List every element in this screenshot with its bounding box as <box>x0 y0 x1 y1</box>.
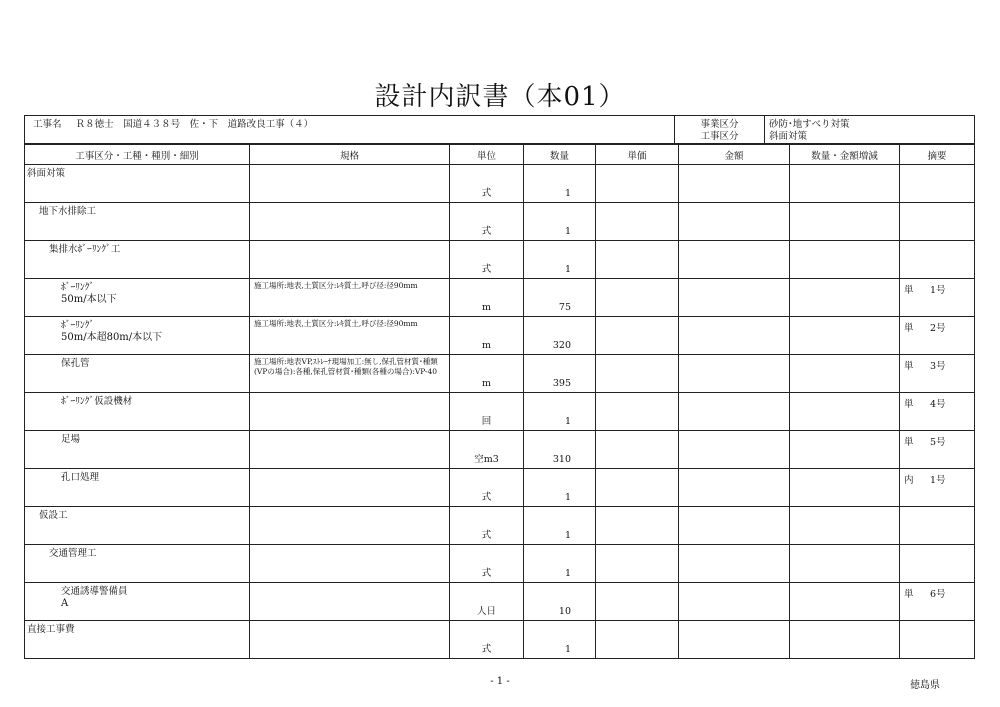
remarks-type: 単 <box>904 361 914 372</box>
unit-text: 回 <box>481 416 492 427</box>
unit-text: 式 <box>481 188 492 199</box>
column-header: 単位 <box>450 145 524 165</box>
unit-price-cell <box>596 393 679 431</box>
amount-cell <box>679 203 790 241</box>
breakdown-table <box>24 144 975 659</box>
category-label-1: 事業区分 <box>700 119 739 130</box>
quantity-cell <box>524 583 596 621</box>
remarks-cell <box>900 279 975 317</box>
spec-text <box>250 431 449 435</box>
item-name-cell <box>25 279 250 317</box>
remarks-type: 単 <box>904 589 914 600</box>
unit-text: 式 <box>481 568 492 579</box>
table-row <box>25 431 975 469</box>
amount-cell <box>679 279 790 317</box>
spec-text <box>250 507 449 511</box>
page-title: 設計内訳書（本01） <box>374 82 626 112</box>
unit-text: m <box>481 378 491 389</box>
item-name-cell <box>25 203 250 241</box>
page-number: - 1 - <box>490 676 510 687</box>
remarks-cell <box>900 203 975 241</box>
unit-price-cell <box>596 431 679 469</box>
unit-price-cell <box>596 279 679 317</box>
quantity-text: 320 <box>552 340 571 351</box>
amount-cell <box>679 469 790 507</box>
item-name-cell <box>25 431 250 469</box>
remarks-type: 単 <box>904 437 914 448</box>
unit-text: 式 <box>481 226 492 237</box>
unit-text: 式 <box>481 530 492 541</box>
unit-price-cell <box>596 355 679 393</box>
change-cell <box>790 431 900 469</box>
project-name: Ｒ８徳士 国道４３８号 佐・下 道路改良工事（４） <box>75 119 314 130</box>
spec-cell <box>250 317 450 355</box>
quantity-cell <box>524 621 596 659</box>
remarks-cell <box>900 583 975 621</box>
item-name-line: 50m/本以下 <box>61 294 117 305</box>
spec-cell <box>250 355 450 393</box>
unit-price-cell <box>596 317 679 355</box>
item-name-cell <box>25 165 250 203</box>
table-row <box>25 317 975 355</box>
item-name-line: 50m/本超80m/本以下 <box>61 332 163 343</box>
change-cell <box>790 507 900 545</box>
item-name-line: ﾎﾞｰﾘﾝｸﾞ <box>61 320 95 331</box>
spec-cell <box>250 469 450 507</box>
spec-text <box>250 165 449 169</box>
item-name-cell <box>25 241 250 279</box>
column-header: 数量 <box>524 145 596 165</box>
column-header-row <box>25 145 975 165</box>
item-name-line: A <box>61 598 69 609</box>
quantity-cell <box>524 203 596 241</box>
remarks-type: 単 <box>904 285 914 296</box>
amount-cell <box>679 583 790 621</box>
change-cell <box>790 317 900 355</box>
quantity-cell <box>524 317 596 355</box>
amount-cell <box>679 355 790 393</box>
quantity-text: 1 <box>564 568 571 579</box>
remarks-type: 内 <box>904 475 914 486</box>
item-name-cell <box>25 507 250 545</box>
quantity-cell <box>524 545 596 583</box>
change-cell <box>790 583 900 621</box>
amount-cell <box>679 507 790 545</box>
remarks-type: 単 <box>904 323 914 334</box>
table-row <box>25 355 975 393</box>
item-name-line: 交通誘導警備員 <box>61 586 128 597</box>
unit-price-cell <box>596 545 679 583</box>
amount-cell <box>679 241 790 279</box>
unit-cell <box>450 317 524 355</box>
spec-text <box>250 469 449 473</box>
unit-price-cell <box>596 203 679 241</box>
quantity-text: 310 <box>552 454 571 465</box>
unit-cell <box>450 203 524 241</box>
unit-cell <box>450 165 524 203</box>
quantity-cell <box>524 431 596 469</box>
item-name-cell <box>25 545 250 583</box>
remarks-cell <box>900 545 975 583</box>
unit-text: 式 <box>481 644 492 655</box>
change-cell <box>790 393 900 431</box>
table-row <box>25 469 975 507</box>
unit-cell <box>450 621 524 659</box>
column-header: 規格 <box>250 145 450 165</box>
unit-cell <box>450 545 524 583</box>
quantity-cell <box>524 279 596 317</box>
quantity-cell <box>524 393 596 431</box>
spec-text: 施工場所:地表,土質区分:ﾚｷ質土,呼び径:径90mm <box>254 319 418 328</box>
spec-text: 施工場所:地表,土質区分:ﾚｷ質土,呼び径:径90mm <box>254 281 418 290</box>
remarks-number: 3号 <box>930 361 946 372</box>
change-cell <box>790 279 900 317</box>
table-row <box>25 621 975 659</box>
item-name-line: 集排水ﾎﾞｰﾘﾝｸﾞ工 <box>49 244 121 255</box>
column-header: 金額 <box>679 145 790 165</box>
remarks-number: 6号 <box>930 589 946 600</box>
spec-cell <box>250 583 450 621</box>
unit-price-cell <box>596 507 679 545</box>
remarks-cell <box>900 469 975 507</box>
header-table <box>24 115 975 144</box>
quantity-text: 75 <box>558 302 571 313</box>
category-value-cell <box>765 116 975 144</box>
remarks-type: 単 <box>904 399 914 410</box>
unit-cell <box>450 469 524 507</box>
remarks-cell <box>900 241 975 279</box>
amount-cell <box>679 431 790 469</box>
quantity-text: 1 <box>564 644 571 655</box>
change-cell <box>790 355 900 393</box>
item-name-line: 直接工事費 <box>27 624 75 635</box>
unit-cell <box>450 241 524 279</box>
table-body <box>25 165 975 659</box>
quantity-cell <box>524 241 596 279</box>
organization-name: 徳島県 <box>910 680 940 691</box>
item-name-line: 保孔管 <box>61 358 90 369</box>
quantity-cell <box>524 355 596 393</box>
item-name-cell <box>25 355 250 393</box>
spec-text <box>250 241 449 245</box>
category-label-cell <box>675 116 765 144</box>
spec-cell <box>250 621 450 659</box>
item-name-line: 孔口処理 <box>61 472 100 483</box>
quantity-text: 1 <box>564 492 571 503</box>
unit-price-cell <box>596 165 679 203</box>
column-header: 数量・金額増減 <box>790 145 900 165</box>
spec-cell <box>250 203 450 241</box>
spec-text <box>250 393 449 397</box>
spec-cell <box>250 431 450 469</box>
category-label-2: 工事区分 <box>700 131 739 142</box>
project-label: 工事名 <box>33 119 62 130</box>
amount-cell <box>679 621 790 659</box>
remarks-number: 1号 <box>930 475 946 486</box>
table-row <box>25 241 975 279</box>
spec-text <box>250 621 449 625</box>
remarks-cell <box>900 621 975 659</box>
quantity-text: 395 <box>552 378 571 389</box>
remarks-cell <box>900 507 975 545</box>
project-cell <box>25 116 675 144</box>
item-name-line: 足場 <box>61 434 81 445</box>
spec-text: 施工場所:地表VP,ｽﾄﾚｰﾅ現場加工:無し,保孔管材質･種類(VPの場合):各種,保孔管材質･種類(各種の場合):VP-40 <box>254 357 438 376</box>
remarks-cell <box>900 355 975 393</box>
unit-text: m <box>481 302 491 313</box>
quantity-text: 1 <box>564 530 571 541</box>
quantity-cell <box>524 507 596 545</box>
spec-cell <box>250 545 450 583</box>
change-cell <box>790 203 900 241</box>
spec-cell <box>250 279 450 317</box>
spec-text <box>250 583 449 587</box>
unit-cell <box>450 583 524 621</box>
quantity-text: 1 <box>564 264 571 275</box>
remarks-cell <box>900 165 975 203</box>
remarks-cell <box>900 431 975 469</box>
column-header: 単価 <box>596 145 679 165</box>
quantity-text: 1 <box>564 188 571 199</box>
remarks-number: 1号 <box>930 285 946 296</box>
unit-text: 式 <box>481 492 492 503</box>
item-name-line: 仮設工 <box>39 510 68 521</box>
item-name-line: 地下水排除工 <box>39 206 97 217</box>
item-name-line: ﾎﾞｰﾘﾝｸﾞ <box>61 282 95 293</box>
unit-cell <box>450 431 524 469</box>
unit-price-cell <box>596 469 679 507</box>
unit-price-cell <box>596 583 679 621</box>
item-name-cell <box>25 469 250 507</box>
unit-cell <box>450 355 524 393</box>
column-header: 工事区分・工種・種別・細別 <box>25 145 250 165</box>
table-row <box>25 507 975 545</box>
unit-text: 空m3 <box>474 454 499 465</box>
spec-cell <box>250 241 450 279</box>
table-row <box>25 203 975 241</box>
unit-cell <box>450 507 524 545</box>
table-row <box>25 545 975 583</box>
item-name-line: ﾎﾞｰﾘﾝｸﾞ仮設機材 <box>61 396 133 407</box>
unit-cell <box>450 393 524 431</box>
item-name-cell <box>25 583 250 621</box>
item-name-cell <box>25 317 250 355</box>
item-name-cell <box>25 621 250 659</box>
category-value-2: 斜面対策 <box>769 131 808 142</box>
quantity-cell <box>524 469 596 507</box>
table-row <box>25 393 975 431</box>
remarks-number: 5号 <box>930 437 946 448</box>
spec-cell <box>250 393 450 431</box>
table-row <box>25 583 975 621</box>
item-name-line: 斜面対策 <box>27 168 66 179</box>
unit-price-cell <box>596 621 679 659</box>
change-cell <box>790 165 900 203</box>
quantity-cell <box>524 165 596 203</box>
spec-text <box>250 203 449 207</box>
spec-cell <box>250 507 450 545</box>
amount-cell <box>679 317 790 355</box>
change-cell <box>790 545 900 583</box>
amount-cell <box>679 393 790 431</box>
unit-text: 式 <box>481 264 492 275</box>
table-row <box>25 165 975 203</box>
table-row <box>25 279 975 317</box>
unit-text: 人日 <box>476 606 496 617</box>
remarks-number: 4号 <box>930 399 946 410</box>
item-name-cell <box>25 393 250 431</box>
quantity-text: 1 <box>564 226 571 237</box>
amount-cell <box>679 545 790 583</box>
change-cell <box>790 469 900 507</box>
column-header: 摘要 <box>900 145 975 165</box>
remarks-cell <box>900 317 975 355</box>
category-value-1: 砂防･地すべり対策 <box>769 119 850 130</box>
amount-cell <box>679 165 790 203</box>
spec-text <box>250 545 449 549</box>
remarks-cell <box>900 393 975 431</box>
unit-price-cell <box>596 241 679 279</box>
spec-cell <box>250 165 450 203</box>
item-name-line: 交通管理工 <box>49 548 97 559</box>
change-cell <box>790 241 900 279</box>
remarks-number: 2号 <box>930 323 946 334</box>
change-cell <box>790 621 900 659</box>
quantity-text: 1 <box>564 416 571 427</box>
unit-cell <box>450 279 524 317</box>
quantity-text: 10 <box>558 606 571 617</box>
unit-text: m <box>481 340 491 351</box>
